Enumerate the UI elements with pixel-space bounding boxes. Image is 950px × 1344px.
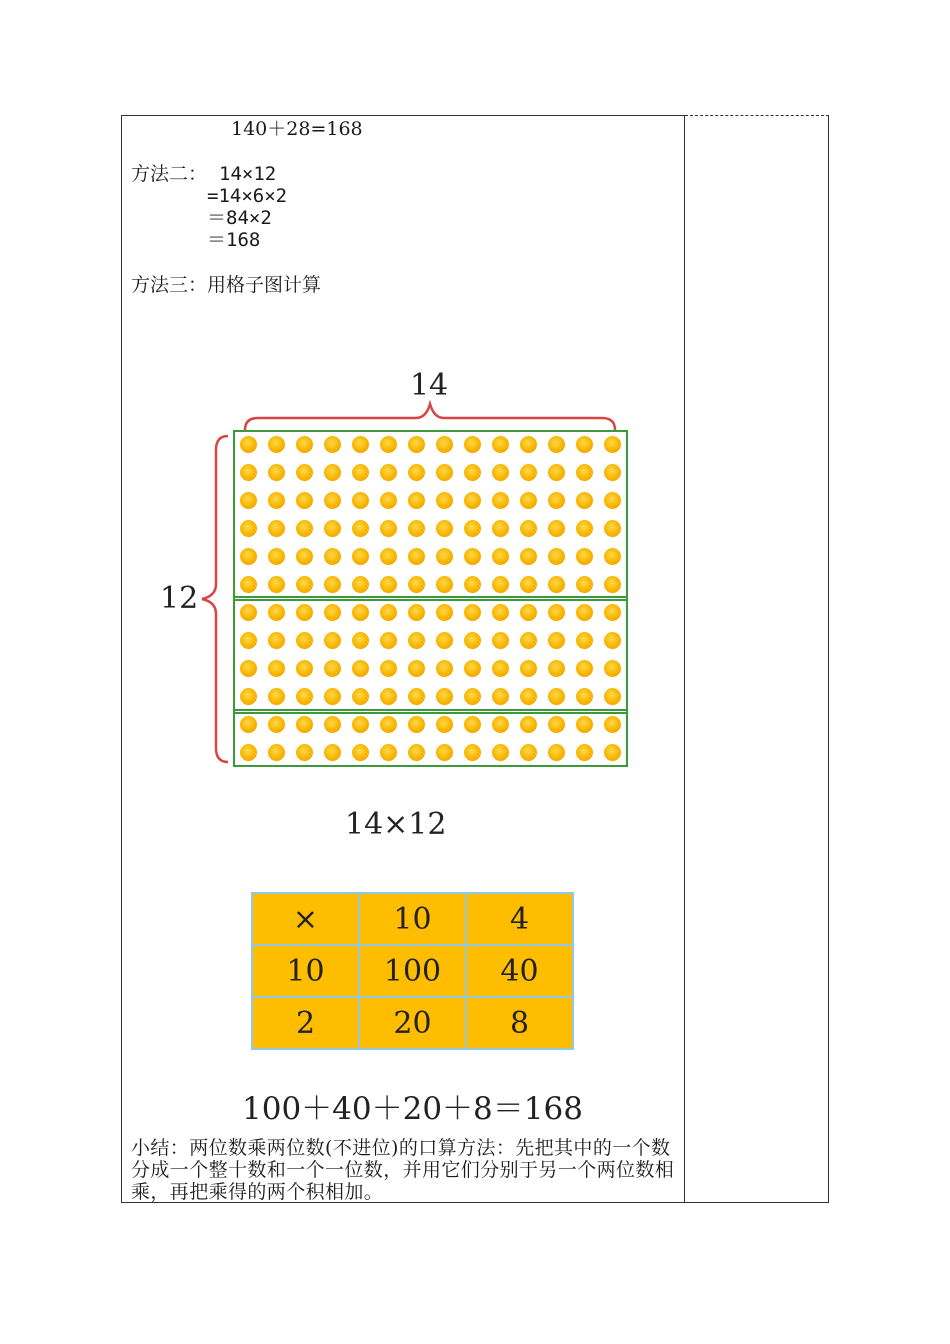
grid-dot bbox=[352, 632, 369, 649]
method2-step4: ＝168 bbox=[207, 229, 261, 251]
grid-dot bbox=[380, 744, 397, 761]
grid-dot bbox=[324, 688, 341, 705]
grid-dot bbox=[576, 632, 593, 649]
grid-dot bbox=[324, 548, 341, 565]
method2-step3: ＝84×2 bbox=[207, 207, 272, 229]
grid-dot bbox=[268, 436, 285, 453]
grid-dot bbox=[408, 436, 425, 453]
table-cell: 20 bbox=[359, 997, 466, 1049]
grid-dot bbox=[464, 632, 481, 649]
grid-dot bbox=[520, 604, 537, 621]
grid-dot bbox=[380, 520, 397, 537]
grid-dot bbox=[268, 660, 285, 677]
table-cell: 10 bbox=[359, 893, 466, 945]
grid-dot bbox=[240, 492, 257, 509]
grid-dot bbox=[436, 632, 453, 649]
grid-dot bbox=[436, 604, 453, 621]
grid-dot bbox=[436, 492, 453, 509]
table-cell: 2 bbox=[252, 997, 359, 1049]
grid-dot bbox=[268, 604, 285, 621]
grid-dot bbox=[324, 716, 341, 733]
grid-dot bbox=[352, 464, 369, 481]
grid-dot bbox=[408, 492, 425, 509]
grid-dot bbox=[576, 464, 593, 481]
grid-dot bbox=[240, 548, 257, 565]
grid-dot bbox=[520, 464, 537, 481]
table-cell: 10 bbox=[252, 945, 359, 997]
grid-dot bbox=[492, 604, 509, 621]
grid-dot bbox=[548, 576, 565, 593]
grid-dot bbox=[520, 744, 537, 761]
grid-dot bbox=[548, 520, 565, 537]
table-cell: 8 bbox=[466, 997, 573, 1049]
grid-dot bbox=[520, 688, 537, 705]
grid-dot bbox=[492, 436, 509, 453]
grid-dot bbox=[492, 660, 509, 677]
grid-dot bbox=[604, 436, 621, 453]
grid-dot bbox=[240, 632, 257, 649]
grid-dot bbox=[520, 660, 537, 677]
grid-dot bbox=[240, 744, 257, 761]
grid-dot bbox=[492, 576, 509, 593]
grid-dot bbox=[436, 744, 453, 761]
table-row bbox=[252, 945, 573, 997]
method2-step1: 14×12 bbox=[219, 163, 277, 185]
top-count-label: 14 bbox=[410, 368, 449, 403]
grid-dot bbox=[240, 604, 257, 621]
table-left-border bbox=[121, 115, 122, 1203]
grid-dot bbox=[436, 660, 453, 677]
grid-dot bbox=[464, 660, 481, 677]
grid-dot bbox=[548, 716, 565, 733]
grid-dot bbox=[604, 632, 621, 649]
grid-dot bbox=[380, 436, 397, 453]
grid-dot bbox=[604, 660, 621, 677]
grid-dot bbox=[604, 464, 621, 481]
grid-dot bbox=[324, 744, 341, 761]
grid-dot bbox=[240, 464, 257, 481]
grid-dot bbox=[576, 520, 593, 537]
grid-dot bbox=[604, 520, 621, 537]
grid-dot bbox=[352, 520, 369, 537]
table-top-border bbox=[121, 115, 685, 116]
multiplication-expression: 14×12 bbox=[345, 807, 447, 842]
grid-dot bbox=[576, 548, 593, 565]
grid-dot bbox=[324, 520, 341, 537]
grid-dot bbox=[296, 716, 313, 733]
grid-dot bbox=[380, 688, 397, 705]
grid-dot bbox=[296, 520, 313, 537]
grid-dot bbox=[464, 688, 481, 705]
grid-dot bbox=[576, 436, 593, 453]
grid-dot bbox=[352, 576, 369, 593]
grid-dot bbox=[520, 520, 537, 537]
top-brace bbox=[240, 400, 620, 434]
grid-dot bbox=[520, 632, 537, 649]
grid-dot bbox=[548, 632, 565, 649]
grid-dot bbox=[352, 716, 369, 733]
grid-dot bbox=[492, 464, 509, 481]
grid-dot bbox=[436, 716, 453, 733]
group-separator-2 bbox=[233, 709, 628, 714]
grid-dot bbox=[324, 604, 341, 621]
grid-dot bbox=[604, 744, 621, 761]
grid-dot bbox=[604, 548, 621, 565]
grid-dot bbox=[324, 492, 341, 509]
grid-dot bbox=[436, 464, 453, 481]
grid-dot bbox=[408, 744, 425, 761]
grid-dot bbox=[604, 688, 621, 705]
grid-dot bbox=[324, 436, 341, 453]
grid-dot bbox=[240, 576, 257, 593]
grid-dot bbox=[576, 660, 593, 677]
grid-dot bbox=[548, 492, 565, 509]
table-row bbox=[252, 893, 573, 945]
grid-dot bbox=[604, 576, 621, 593]
grid-dot bbox=[436, 576, 453, 593]
grid-dot bbox=[240, 436, 257, 453]
grid-dot bbox=[240, 660, 257, 677]
table-column-divider bbox=[684, 115, 685, 1203]
grid-dot bbox=[548, 660, 565, 677]
grid-dot bbox=[576, 492, 593, 509]
grid-dot bbox=[604, 604, 621, 621]
grid-dot bbox=[520, 716, 537, 733]
grid-dot bbox=[408, 688, 425, 705]
grid-dot bbox=[380, 548, 397, 565]
grid-dot bbox=[268, 688, 285, 705]
grid-dot bbox=[408, 716, 425, 733]
grid-dot bbox=[520, 492, 537, 509]
table-right-border bbox=[828, 115, 829, 1203]
grid-dot bbox=[352, 688, 369, 705]
grid-dot bbox=[268, 548, 285, 565]
grid-dot bbox=[380, 492, 397, 509]
side-brace bbox=[198, 432, 234, 766]
grid-dot bbox=[352, 492, 369, 509]
table-cell: × bbox=[252, 893, 359, 945]
grid-dot bbox=[268, 492, 285, 509]
table-top-dashed-border bbox=[685, 115, 829, 116]
grid-dot bbox=[604, 716, 621, 733]
grid-dot bbox=[296, 744, 313, 761]
grid-dot bbox=[268, 632, 285, 649]
grid-dot bbox=[464, 436, 481, 453]
grid-dot bbox=[464, 520, 481, 537]
grid-dot bbox=[408, 576, 425, 593]
grid-dot bbox=[408, 548, 425, 565]
grid-dot bbox=[296, 548, 313, 565]
grid-dot bbox=[408, 604, 425, 621]
grid-dot bbox=[324, 660, 341, 677]
grid-dot bbox=[240, 688, 257, 705]
grid-dot bbox=[492, 716, 509, 733]
grid-dot bbox=[296, 604, 313, 621]
grid-dot bbox=[576, 688, 593, 705]
grid-dot bbox=[548, 688, 565, 705]
grid-dot bbox=[464, 492, 481, 509]
grid-dot bbox=[352, 660, 369, 677]
grid-dot bbox=[464, 744, 481, 761]
grid-dot bbox=[464, 548, 481, 565]
multiplication-table bbox=[251, 892, 574, 1050]
grid-dot bbox=[268, 520, 285, 537]
grid-dot bbox=[492, 548, 509, 565]
grid-dot bbox=[296, 464, 313, 481]
group-separator-1 bbox=[233, 596, 628, 601]
grid-dot bbox=[520, 548, 537, 565]
total-equation: 100＋40＋20＋8＝168 bbox=[242, 1091, 583, 1127]
grid-dot bbox=[604, 492, 621, 509]
method2-step2: =14×6×2 bbox=[207, 185, 288, 207]
grid-dot bbox=[352, 436, 369, 453]
table-row bbox=[252, 997, 573, 1049]
grid-dot bbox=[296, 576, 313, 593]
grid-dot bbox=[492, 492, 509, 509]
grid-dot bbox=[576, 604, 593, 621]
grid-dot bbox=[548, 464, 565, 481]
grid-dot bbox=[380, 464, 397, 481]
grid-dot bbox=[296, 436, 313, 453]
grid-dot bbox=[492, 632, 509, 649]
grid-dot bbox=[268, 716, 285, 733]
grid-dot bbox=[408, 520, 425, 537]
grid-dot bbox=[436, 548, 453, 565]
table-cell: 4 bbox=[466, 893, 573, 945]
method2-label: 方法二： bbox=[131, 163, 208, 185]
grid-dot bbox=[492, 744, 509, 761]
grid-dot bbox=[408, 464, 425, 481]
grid-dot bbox=[492, 688, 509, 705]
grid-dot bbox=[240, 520, 257, 537]
grid-dot bbox=[240, 716, 257, 733]
grid-dot bbox=[548, 548, 565, 565]
grid-dot bbox=[408, 660, 425, 677]
grid-dot bbox=[324, 632, 341, 649]
table-cell: 100 bbox=[359, 945, 466, 997]
table-cell: 40 bbox=[466, 945, 573, 997]
grid-dot bbox=[408, 632, 425, 649]
grid-dot bbox=[324, 464, 341, 481]
grid-dot bbox=[464, 576, 481, 593]
grid-dot bbox=[296, 492, 313, 509]
grid-dot bbox=[436, 688, 453, 705]
side-count-label: 12 bbox=[160, 581, 199, 616]
grid-dot bbox=[380, 632, 397, 649]
grid-dot bbox=[492, 520, 509, 537]
summary-text: 小结：两位数乘两位数(不进位)的口算方法：先把其中的一个数分成一个整十数和一个一位数，并用它们分别于另一个两位数相乘，再把乘得的两个积相加。 bbox=[131, 1137, 675, 1203]
grid-dot bbox=[548, 436, 565, 453]
grid-dot bbox=[520, 576, 537, 593]
grid-dot bbox=[436, 436, 453, 453]
grid-dot bbox=[464, 716, 481, 733]
grid-dot bbox=[464, 464, 481, 481]
grid-dot bbox=[380, 716, 397, 733]
grid-dot bbox=[576, 744, 593, 761]
grid-dot bbox=[296, 688, 313, 705]
method3-label: 方法三：用格子图计算 bbox=[131, 274, 322, 296]
grid-dot bbox=[380, 576, 397, 593]
grid-dot bbox=[576, 576, 593, 593]
grid-dot bbox=[576, 716, 593, 733]
grid-dot bbox=[296, 632, 313, 649]
grid-dot bbox=[548, 604, 565, 621]
grid-dot bbox=[352, 604, 369, 621]
grid-dot bbox=[380, 604, 397, 621]
grid-dot bbox=[548, 744, 565, 761]
grid-dot bbox=[324, 576, 341, 593]
equation-line-top: 140＋28=168 bbox=[231, 118, 363, 140]
grid-dot bbox=[352, 548, 369, 565]
grid-dot bbox=[268, 576, 285, 593]
grid-dot bbox=[352, 744, 369, 761]
grid-dot bbox=[380, 660, 397, 677]
grid-dot bbox=[296, 660, 313, 677]
grid-dot bbox=[520, 436, 537, 453]
grid-dot bbox=[464, 604, 481, 621]
grid-dot bbox=[268, 464, 285, 481]
grid-dot bbox=[436, 520, 453, 537]
grid-dot bbox=[268, 744, 285, 761]
